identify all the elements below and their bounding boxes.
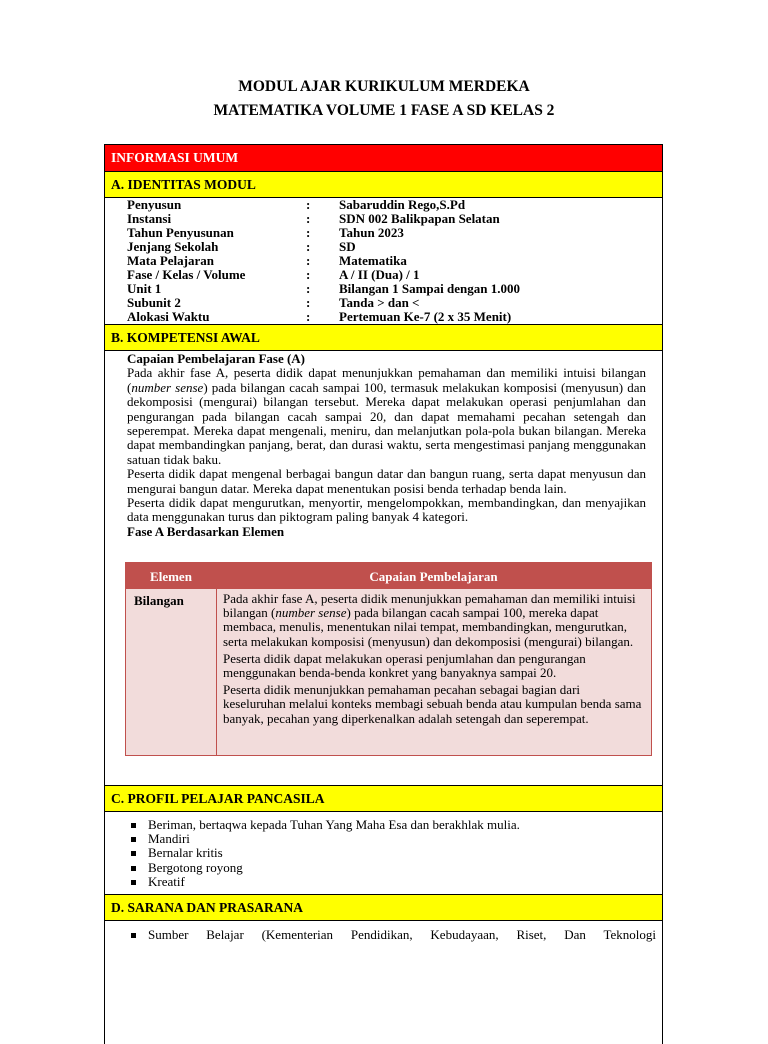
list-item (131, 861, 651, 875)
cell-capaian (223, 592, 643, 729)
list-item-text: Kreatif (148, 873, 185, 889)
identitas-value: SDN 002 Balikpapan Selatan (339, 211, 500, 226)
identitas-label: Fase / Kelas / Volume (127, 267, 246, 282)
column-divider (216, 589, 217, 755)
identitas-separator: : (306, 211, 311, 226)
identitas-value: Matematika (339, 253, 407, 268)
identitas-separator: : (306, 281, 311, 296)
capaian-item-2: Peserta didik dapat melakukan operasi penjumlahan dan pengurangan menggunakan benda-benda konkret yang banyaknya sampai 20. (223, 650, 586, 681)
list-item-text: Beriman, bertaqwa kepada Tuhan Yang Maha Esa dan berakhlak mulia. (148, 817, 520, 832)
identitas-row (127, 296, 647, 310)
list-item (131, 928, 656, 942)
section-header-kompetensi-awal: B. KOMPETENSI AWAL (105, 324, 662, 351)
bullet-square-icon (131, 880, 136, 885)
list-item (131, 875, 651, 889)
capaian-1-emphasis: number sense (275, 605, 347, 621)
cp-title: Capaian Pembelajaran Fase (A) (127, 351, 306, 366)
identitas-value: Tanda > dan < (339, 295, 420, 310)
identitas-label: Mata Pelajaran (127, 253, 215, 268)
list-item-text: Sumber Belajar (Kementerian Pendidikan, Kebudayaan, Riset, Dan Teknologi (148, 927, 656, 942)
identitas-value: Bilangan 1 Sampai dengan 1.000 (339, 281, 520, 296)
identitas-value: Sabaruddin Rego,S.Pd (339, 197, 466, 212)
capaian-1-text-a: Pada akhir fase A, peserta didik menunjukkan pemahaman dan memiliki intuisi bilangan ( (223, 591, 636, 621)
identitas-row (127, 212, 647, 226)
cell-elemen: Bilangan (134, 593, 184, 608)
capaian-item-3: Peserta didik menunjukkan pemahaman pecahan sebagai bagian dari keseluruhan melalui konteks membagi sebuah benda atau kumpulan benda sama banyak, pecahan yang diperkenalkan adalah setengah dan seperempat. (223, 682, 642, 726)
bullet-square-icon (131, 823, 136, 828)
identitas-row (127, 240, 647, 254)
bullet-square-icon (131, 933, 136, 938)
cp-p1-text-b: ) pada bilangan cacah sampai 100, termasuk melakukan komposisi (menyusun) dan dekomposisi (mengurai) bilangan tersebut. Mereka dapat melakukan operasi penjumlahan dan pengurangan pada bilangan cacah sampai 20, dan dapat memahami pecahan setengah dan seperempat. Mereka dapat mengenali, meniru, dan melanjutkan pola-pola bukan bilangan. Mereka dapat membandingkan panjang, berat, dan durasi waktu, serta mengestimasi panjang menggunakan satuan tidak baku. (127, 379, 646, 467)
list-item (131, 832, 651, 846)
bullet-square-icon (131, 837, 136, 842)
list-item (131, 818, 651, 832)
identitas-row (127, 282, 647, 296)
identitas-value: Pertemuan Ke-7 (2 x 35 Menit) (339, 309, 512, 324)
identitas-value: Tahun 2023 (339, 225, 404, 240)
cp-paragraph-3: Peserta didik dapat mengurutkan, menyortir, mengelompokkan, membandingkan, dan menyajikan data menggunakan turus dan piktogram paling banyak 4 kategori. (127, 495, 646, 525)
identitas-label: Tahun Penyusunan (127, 225, 234, 240)
elemen-table (125, 562, 652, 756)
identitas-separator: : (306, 295, 311, 310)
list-item-text: Bergotong royong (148, 859, 243, 875)
cp-paragraph-2: Peserta didik dapat mengenal berbagai bangun datar dan bangun ruang, serta dapat menyusun dan mengurai bangun datar. Mereka dapat menentukan posisi benda terhadap benda lain. (127, 466, 646, 496)
identitas-row (127, 268, 647, 282)
identitas-label: Instansi (127, 211, 172, 226)
elemen-table-header (126, 563, 651, 589)
identitas-value: A / II (Dua) / 1 (339, 267, 420, 282)
list-item-text: Bernalar kritis (148, 845, 223, 861)
identitas-separator: : (306, 267, 311, 282)
identitas-separator: : (306, 253, 311, 268)
identitas-row (127, 254, 647, 268)
cp-p1-text-a: Pada akhir fase A, peserta didik dapat menunjukkan pemahaman dan memiliki intuisi bilangan ( (127, 365, 646, 395)
section-header-profil-pelajar: C. PROFIL PELAJAR PANCASILA (105, 785, 662, 812)
identitas-separator: : (306, 197, 311, 212)
identitas-label: Unit 1 (127, 281, 162, 296)
sarana-list (131, 928, 656, 942)
section-header-informasi-umum: INFORMASI UMUM (105, 144, 662, 172)
section-header-sarana-prasarana: D. SARANA DAN PRASARANA (105, 894, 662, 921)
identitas-row (127, 310, 647, 324)
profil-list (131, 818, 651, 889)
identitas-label: Subunit 2 (127, 295, 181, 310)
identitas-value: SD (339, 239, 356, 254)
identitas-row (127, 226, 647, 240)
identitas-label: Penyusun (127, 197, 182, 212)
column-header-capaian: Capaian Pembelajaran (369, 569, 498, 584)
fase-elemen-title: Fase A Berdasarkan Elemen (127, 523, 285, 539)
bullet-square-icon (131, 866, 136, 871)
column-header-elemen: Elemen (150, 569, 192, 584)
cp-p1-emphasis: number sense (131, 379, 204, 395)
identitas-label: Jenjang Sekolah (127, 239, 219, 254)
cp-paragraph-1 (127, 366, 646, 467)
identitas-label: Alokasi Waktu (127, 309, 210, 324)
capaian-1-text-b: ) pada bilangan cacah sampai 100, mereka dapat membaca, menulis, menentukan nilai tempat, membandingkan, mengurutkan, serta melakukan komposisi (menyusun) dan dekomposisi (mengurai) bilangan. (223, 605, 634, 649)
document-title-line-1: MODUL AJAR KURIKULUM MERDEKA (238, 78, 530, 95)
identitas-row (127, 198, 647, 212)
capaian-pembelajaran-text (127, 352, 646, 539)
identitas-separator: : (306, 239, 311, 254)
identitas-separator: : (306, 225, 311, 240)
list-item-text: Mandiri (148, 831, 190, 847)
document-title-line-2: MATEMATIKA VOLUME 1 FASE A SD KELAS 2 (213, 102, 555, 119)
section-header-identitas-modul: A. IDENTITAS MODUL (105, 171, 662, 198)
identitas-separator: : (306, 309, 311, 324)
capaian-item-1 (223, 592, 643, 649)
bullet-square-icon (131, 851, 136, 856)
list-item (131, 846, 651, 860)
table-row (126, 589, 651, 755)
